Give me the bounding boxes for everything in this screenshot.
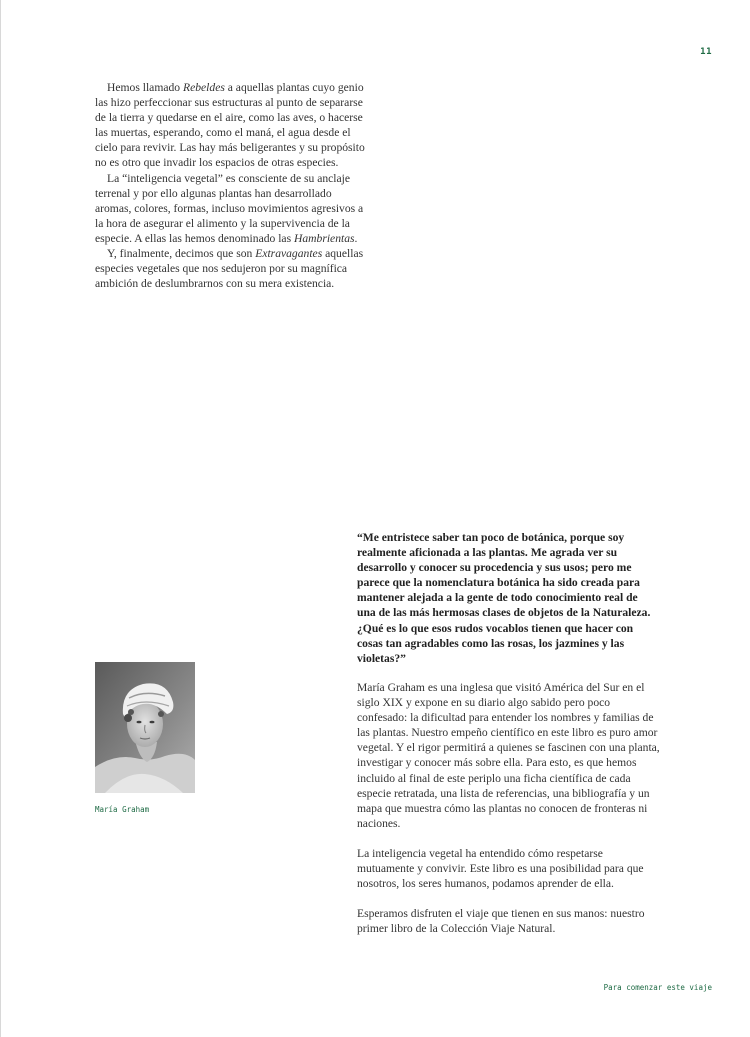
intro-paragraph-hambrientas: La “inteligencia vegetal” es consciente de su anclaje terrenal y por ello algunas plantas han desarrollado aromas, colores, formas, incluso movimientos agresivos a la hora de asegurar el alimento y la supervivencia de la especie. A ellas las hemos denominado las Hambrientas. bbox=[95, 171, 364, 245]
page-number: 11 bbox=[700, 47, 712, 57]
intro-paragraph-extravagantes: Y, finalmente, decimos que son Extravagantes aquellas especies vegetales que nos sedujeron por su magnífica ambición de deslumbrarnos con su mera existencia. bbox=[95, 247, 364, 291]
maria-graham-portrait bbox=[95, 662, 195, 793]
body-text bbox=[357, 680, 662, 951]
intro-paragraph-rebeldes: Hemos llamado Rebeldes a aquellas plantas cuyo genio las hizo perfeccionar sus estructuras al punto de separarse de la tierra y quedarse en el aire, como las aves, o hacerse las muertas, esperando, como el maná, el agua desde el cielo para revivir. Las hay más beligerantes y su propósito no es otro que invadir los espacios de otras especies. bbox=[95, 81, 365, 170]
term-hambrientas: Hambrientas bbox=[293, 231, 355, 245]
body-paragraph-graham: María Graham es una inglesa que visitó América del Sur en el siglo XIX y expone en su diario algo sabido pero poco confesado: la dificultad para entender los nombres y familias de las plantas. Nuestro empeño científico en este libro es puro amor vegetal. Y el rigor permitirá a quienes se fascinen con una planta, investigar y conocer más sobre ella. Para esto, es que hemos incluido al final de este periplo una ficha científica de cada especie retratada, una lista de referencias, una bibliografía y un mapa que muestra cómo las plantas no conocen de fronteras ni naciones. bbox=[357, 681, 660, 830]
body-paragraph-inteligencia: La inteligencia vegetal ha entendido cómo respetarse mutuamente y convivir. Este libro es una posibilidad para que nosotros, los seres humanos, podamos aprender de ella. bbox=[357, 846, 644, 891]
portrait-caption: María Graham bbox=[95, 805, 150, 814]
intro-text bbox=[95, 80, 370, 291]
term-extravagantes: Extravagantes bbox=[255, 247, 323, 261]
footer-section-title: Para comenzar este viaje bbox=[603, 983, 712, 992]
body-paragraph-viaje: Esperamos disfruten el viaje que tienen en sus manos: nuestro primer libro de la Colección Viaje Natural. bbox=[357, 907, 645, 936]
portrait-illustration bbox=[95, 662, 195, 793]
graham-quote: “Me entristece saber tan poco de botánica, porque soy realmente aficionada a las plantas. Me agrada ver su desarrollo y conocer su procedencia y sus usos; pero me parece que la nomenclatura botánica ha sido creada para mantener alejada a la gente de todo conocimiento real de una de las más hermosas clases de objetos de la Naturaleza. ¿Qué es lo que esos rudos vocablos tienen que hacer con cosas tan agradables como las rosas, los jazmines y las violetas?” bbox=[357, 531, 651, 665]
term-rebeldes: Rebeldes bbox=[183, 81, 225, 94]
page-edge bbox=[0, 0, 1, 1037]
